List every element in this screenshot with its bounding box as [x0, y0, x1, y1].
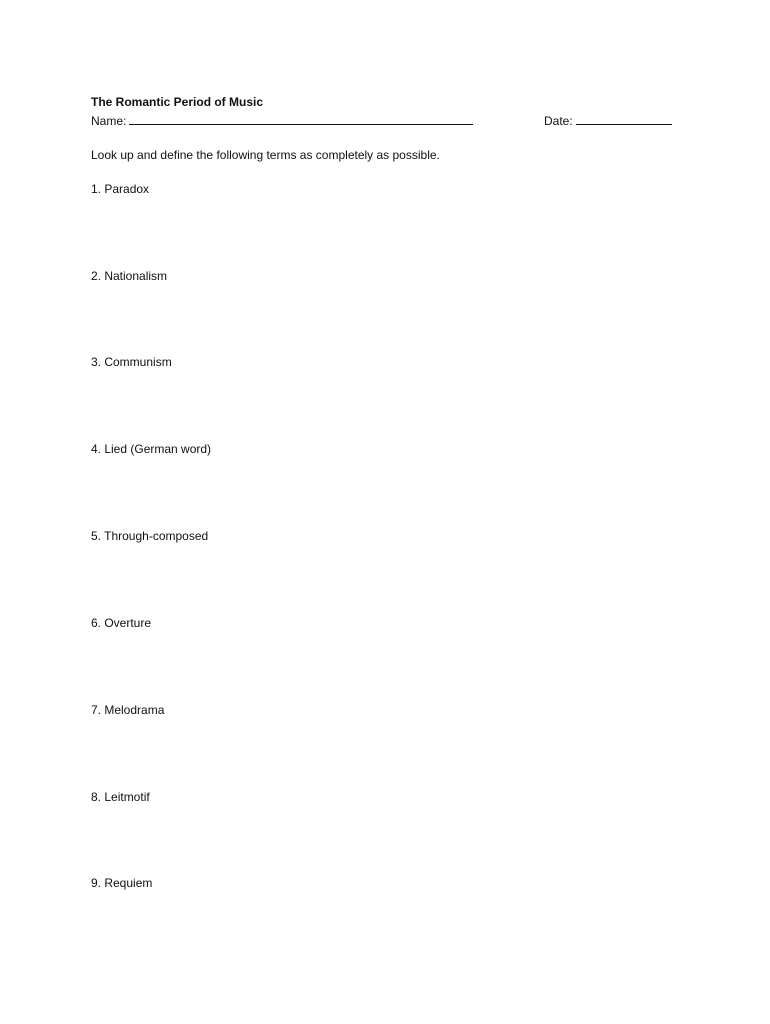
date-label: Date:: [544, 114, 573, 128]
term-item: 3. Communism: [91, 355, 172, 369]
date-field: [544, 113, 672, 128]
term-item: 8. Leitmotif: [91, 790, 150, 804]
date-blank-line: [576, 113, 672, 125]
term-item: 7. Melodrama: [91, 703, 165, 717]
term-item: 6. Overture: [91, 616, 152, 630]
name-field: [91, 113, 473, 128]
name-blank-line: [129, 113, 473, 125]
term-item: 4. Lied (German word): [91, 442, 212, 456]
instructions-text: Look up and define the following terms as completely as possible.: [91, 148, 440, 162]
worksheet-title: The Romantic Period of Music: [91, 95, 264, 109]
name-label: Name:: [91, 114, 127, 128]
term-item: 5. Through-composed: [91, 529, 209, 543]
term-item: 2. Nationalism: [91, 269, 168, 283]
term-item: 1. Paradox: [91, 182, 150, 196]
term-item: 9. Requiem: [91, 876, 153, 890]
